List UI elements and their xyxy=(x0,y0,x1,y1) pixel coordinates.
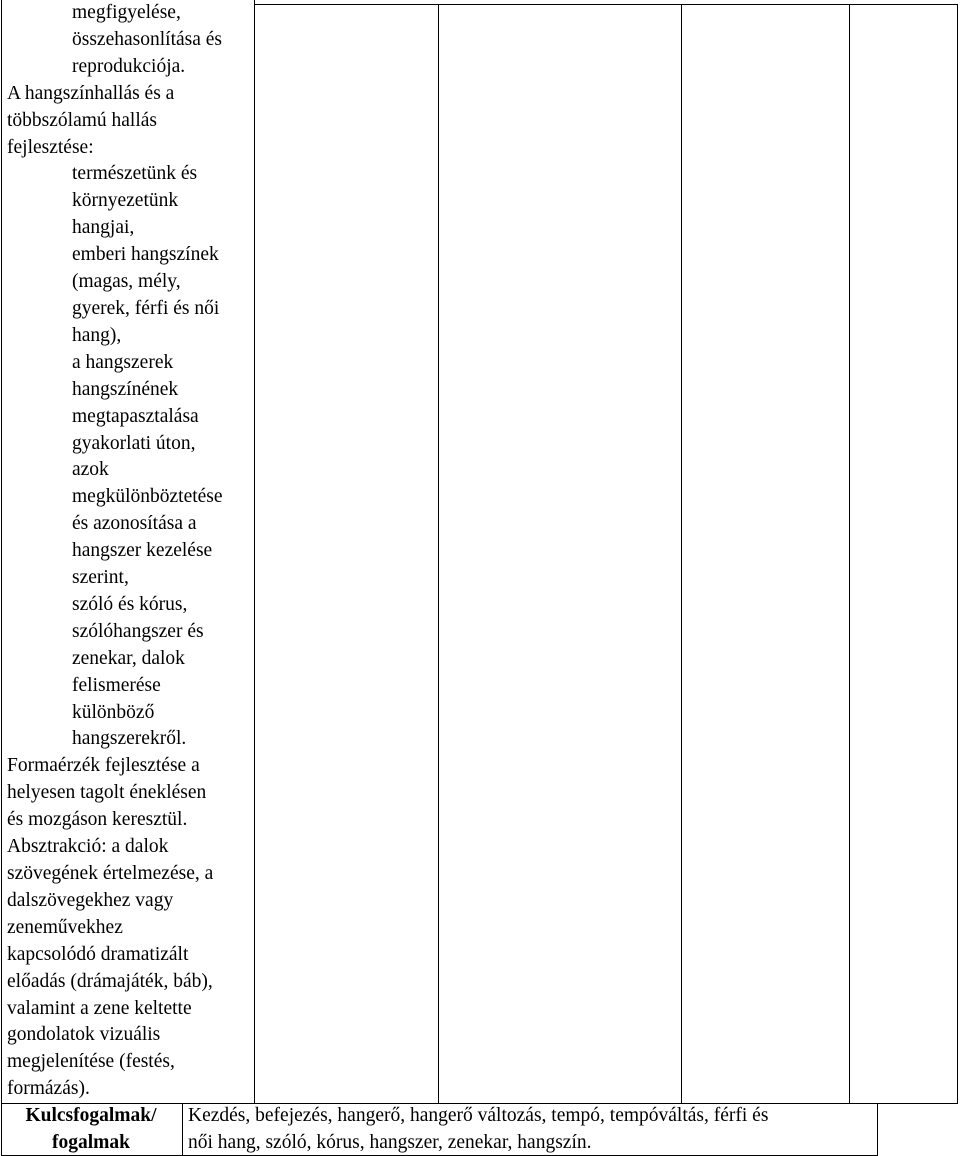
text-line: hang), xyxy=(72,324,122,346)
text-line: Absztrakció: a dalok xyxy=(7,836,169,858)
text-line: felismerése xyxy=(72,674,161,696)
text-line: azok xyxy=(72,459,109,481)
text-line: és azonosítása a xyxy=(72,513,197,535)
text-line: előadás (drámajáték, báb), xyxy=(7,970,213,992)
keywords-label xyxy=(0,1103,182,1156)
list-item: szóló és kórus, xyxy=(7,592,253,619)
text-line: A hangszínhallás és a xyxy=(7,82,175,104)
list-item: emberi hangszínek xyxy=(7,242,253,269)
list-item: a hangszerek xyxy=(7,350,253,377)
text-line: környezetünk xyxy=(72,190,179,212)
text-line: megkülönböztetése xyxy=(72,486,223,508)
text-line: Formaérzék fejlesztése a xyxy=(7,755,200,777)
text-line: formázás). xyxy=(7,1078,90,1100)
grid-line xyxy=(849,4,850,1103)
keywords-text xyxy=(188,1103,878,1156)
keywords-label-line: Kulcsfogalmak/ xyxy=(25,1105,157,1126)
grid-line xyxy=(681,4,682,1103)
text-line: helyesen tagolt éneklésen xyxy=(7,782,207,804)
grid-line xyxy=(438,4,439,1103)
text-line: fejlesztése: xyxy=(7,136,94,158)
text-line: megfigyelése, xyxy=(72,2,181,23)
text-line: megtapasztalása xyxy=(72,405,199,427)
text-line: és mozgáson keresztül. xyxy=(7,809,188,831)
text-line: szövegének értelmezése, a xyxy=(7,863,214,884)
text-line: (magas, mély, xyxy=(72,271,181,293)
development-goals-cell xyxy=(7,0,253,1103)
text-line: többszólamú hallás xyxy=(7,109,158,131)
grid-line xyxy=(254,0,255,1103)
text-line: hangszínének xyxy=(72,378,179,400)
grid-line xyxy=(182,1103,183,1156)
grid-line xyxy=(1,0,2,1156)
text-line: kapcsolódó dramatizált xyxy=(7,943,189,965)
text-line: zenekar, dalok xyxy=(72,647,185,669)
grid-line xyxy=(957,4,958,1103)
text-line: különböző xyxy=(72,701,155,723)
text-line: szólóhangszer és xyxy=(72,620,204,642)
text-line: valamint a zene keltette xyxy=(7,997,192,1019)
text-line: hangszer kezelése xyxy=(72,540,213,562)
grid-line xyxy=(254,4,958,5)
text-line: hangjai, xyxy=(72,217,135,239)
text-line: dalszövegekhez vagy xyxy=(7,889,174,911)
text-line: összehasonlítása és xyxy=(72,28,223,50)
text-line: zeneművekhez xyxy=(7,916,123,938)
keywords-label-line: fogalmak xyxy=(52,1131,130,1153)
text-line: hangszerekről. xyxy=(72,728,187,750)
list-item: természetünk és xyxy=(7,161,253,188)
text-line: gyakorlati úton, xyxy=(72,432,196,454)
keywords-text-line: női hang, szóló, kórus, hangszer, zenekar, hangszín. xyxy=(188,1131,592,1153)
text-line: szerint, xyxy=(72,567,129,589)
text-line: reprodukciója. xyxy=(72,55,186,77)
keywords-text-line: Kezdés, befejezés, hangerő, hangerő változás, tempó, tempóváltás, férfi és xyxy=(188,1105,769,1126)
text-line: megjelenítése (festés, xyxy=(7,1051,175,1073)
text-line: gondolatok vizuális xyxy=(7,1024,161,1046)
text-line: gyerek, férfi és női xyxy=(72,297,220,319)
